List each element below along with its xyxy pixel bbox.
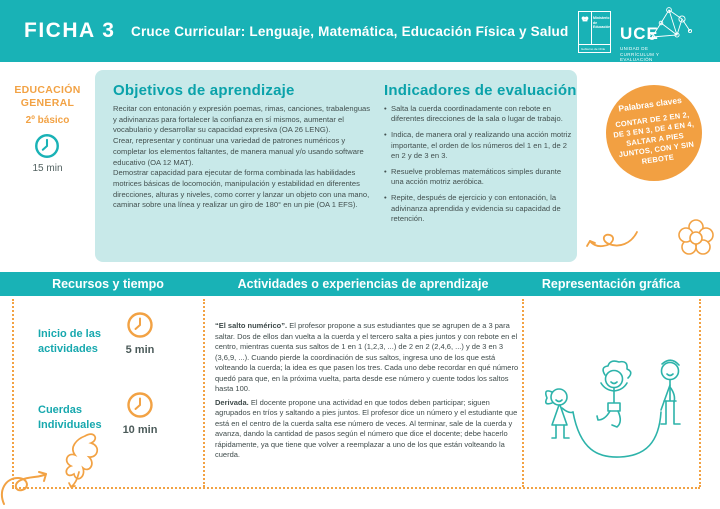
resource-label: Cuerdas Individuales <box>38 404 102 431</box>
activity-paragraph-main: “El salto numérico”. El profesor propone a sus estudiantes que se agrupen de a 3 para saltar. Dos de ellos dan vuelta a la cuerda y el tercero salta a pies juntos y con rebote en el centro, mientras cuenta sus saltos de 1 en 1 (1,2,3, ...) de 2 en 2 (2,4,6, ...) y de 3 en 3 (3,6,9, ...). Cuando pierde la coordinación de sus saltos, ingresa uno de los que está volteando la cuerda; la idea es que pasen los tres. Cada uno debe recordar en qué número quedó para que, en la próxima vuelta, parta desde ese número y cuente todos los saltos hasta 100. <box>215 321 519 393</box>
education-level-label: EDUCACIÓN GENERAL <box>14 84 81 109</box>
keywords-content <box>608 93 700 170</box>
page-title: Cruce Curricular: Lenguaje, Matemática, Educación Física y Salud <box>131 24 569 39</box>
constellation-icon <box>644 3 696 47</box>
column-header-resources: Recursos y tiempo <box>52 277 164 291</box>
logo-divider <box>579 44 610 45</box>
clock-icon <box>125 390 155 420</box>
activity-text <box>215 321 523 464</box>
ministry-footer: Gobierno de Chile <box>581 47 606 51</box>
table-border-bottom <box>12 487 700 489</box>
logo-divider <box>591 12 592 45</box>
activity-title: “El salto numérico”. <box>215 321 288 330</box>
coat-of-arms-icon <box>581 15 589 23</box>
indicator-item: • Indica, de manera oral y realizando una acción motriz importante, el orden de los números del 1 en 1, de 2 en 2 y de 3 en 3. <box>384 130 572 161</box>
objective-paragraph: Crear, representar y continuar una variedad de patrones numéricos y completar los elementos faltantes, de manera manual y/o usando software educativo (OA 12 MAT). <box>113 136 364 167</box>
ficha-number: FICHA 3 <box>24 19 116 42</box>
total-duration: 15 min <box>32 163 63 174</box>
clock-icon <box>125 310 155 340</box>
clock-icon <box>33 132 61 160</box>
indicators-list <box>384 104 572 230</box>
resource-time: 10 min <box>122 424 158 436</box>
header-bar <box>0 0 720 62</box>
indicator-item: • Repite, después de ejercicio y con entonación, la adivinanza aprendida y evidencia su capacidad de retención. <box>384 193 572 224</box>
jump-rope-icon <box>55 428 111 490</box>
resource-label: Inicio de las actividades <box>38 328 101 355</box>
objectives-text <box>113 104 373 211</box>
uce-subtitle: UNIDAD DE CURRÍCULUM Y EVALUACIÓN <box>620 46 660 62</box>
flower-doodle-icon <box>676 217 716 263</box>
table-header-band <box>0 272 720 296</box>
table-border-right <box>699 299 701 487</box>
swirl-arrow-icon <box>0 452 62 508</box>
keywords-label: Palabras claves <box>617 94 683 114</box>
column-header-graphic: Representación gráfica <box>541 277 681 291</box>
grade-label: 2º básico <box>25 115 70 126</box>
keywords-text: CONTAR DE 2 EN 2, DE 3 EN 3, DE 4 EN 4, SALTAR A PIES JUNTOS, CON Y SIN REBOTE <box>612 109 695 166</box>
uce-acronym: UCE <box>620 24 659 43</box>
objective-paragraph: Demostrar capacidad para ejecutar de forma combinada las habilidades motrices básicas de locomoción, manipulación y estabilidad en diferentes direcciones, alturas y niveles, como correr y lanzar un objeto con una mano, caminar sobre una línea y realizar un giro de 180° en un pie (OA 1 EFS). <box>113 168 370 210</box>
ministry-logo <box>578 11 611 53</box>
resource-time: 5 min <box>125 344 155 356</box>
indicators-title: Indicadores de evaluación <box>384 82 577 99</box>
keywords-badge <box>606 85 702 181</box>
indicator-item: • Salta la cuerda coordinadamente con rebote en diferentes direcciones de la sala o lugar de trabajo. <box>384 104 572 124</box>
swirl-arrow-icon <box>585 226 641 260</box>
objectives-title: Objetivos de aprendizaje <box>113 82 295 99</box>
activity-derived-title: Derivada. <box>215 397 249 407</box>
indicator-item: • Resuelve problemas matemáticos simples durante una acción motriz aeróbica. <box>384 167 572 187</box>
column-divider <box>203 299 205 487</box>
kids-jump-rope-illustration <box>528 350 698 482</box>
ministry-name: Ministerio de Educación <box>593 16 611 29</box>
objective-paragraph: Recitar con entonación y expresión poemas, rimas, canciones, trabalenguas y adivinanzas para fortalecer la confianza en sí mismos, aumentar el vocabulario y desarrollar su capacidad expresiva (OA 26 LENG). <box>113 104 371 135</box>
activity-paragraph-derived: Derivada. El docente propone una actividad en que todos deben participar; siguen agrupados en tríos y saltando a pies juntos. El profesor dice un número y el estudiante que está en el centro de la cuerda salta ese número de veces. Al terminar, sale de la cuerda y avanza, dando la cantidad de pasos según el número que dice el docente; debe hacerlo rápidamente, ya que tiene que volver a reemplazar a uno de los que están volteando la cuerda. <box>215 397 518 459</box>
column-header-activities: Actividades o experiencias de aprendizaje <box>237 277 489 291</box>
